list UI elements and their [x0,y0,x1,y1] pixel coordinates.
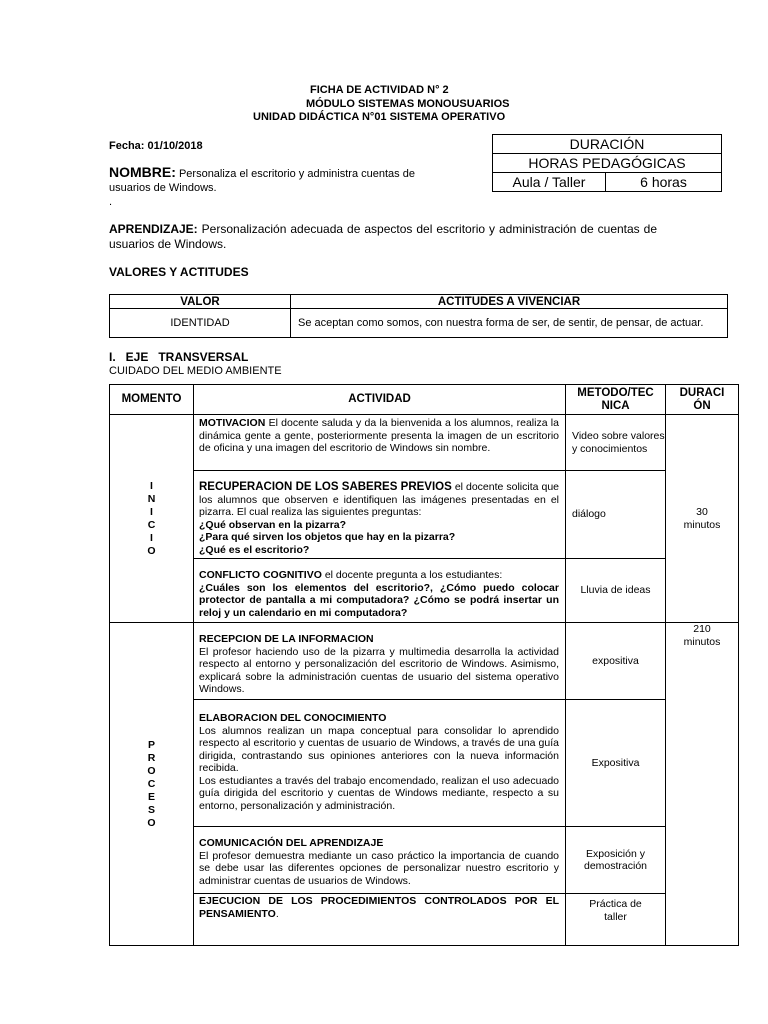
comunicacion-text: El profesor demuestra mediante un caso práctico la importancia de cuando se debe usar las diferentes opciones de personalizar nuestro escritorio y administrar cuentas de usuarios de Windows. [199,849,559,887]
proceso-letter: R [147,751,156,764]
duracion-title: DURACIÓN [493,135,722,154]
saberes-q1: ¿Qué observan en la pizarra? [199,518,347,531]
metodo-recepcion: expositiva [566,623,666,700]
proceso-letter: S [147,803,155,816]
recepcion-title: RECEPCION DE LA INFORMACION [199,633,374,645]
aprendizaje-text: Personalización adecuada de aspectos del escritorio y administración de cuentas de usuarios de Windows. [109,222,657,251]
metodo-elaboracion: Expositiva [566,700,666,827]
duracion-box [492,134,722,192]
actividad-recepcion [194,623,566,700]
nombre-block [109,165,449,209]
proceso-letter: E [147,790,155,803]
metodo-ejecucion: Práctica de taller [566,894,666,946]
doc-title-line2: MÓDULO SISTEMAS MONOUSUARIOS [306,98,510,110]
proceso-letter: P [147,738,155,751]
inicio-letter: I [150,479,153,492]
activity-table [109,384,739,946]
metodo-conflicto: Lluvia de ideas [566,559,666,623]
valor-header: VALOR [110,295,291,309]
aprendizaje-block [109,222,657,252]
nombre-dot: . [109,196,113,208]
metodo-header: METODO/TEC NICA [566,385,666,415]
fecha [109,140,203,153]
nombre-label: NOMBRE: [109,164,176,180]
saberes-title: RECUPERACION DE LOS SABERES PREVIOS [199,481,452,493]
saberes-text: el docente solicita que los alumnos que observen e identifiquen las imágenes presentadas en el pizarra. El cual realiza las siguientes preguntas: [199,481,560,518]
actividad-motivacion [194,415,566,471]
duracion-header: DURACI ÓN [666,385,739,415]
momento-inicio [110,415,194,623]
ejecucion-dot: . [275,907,279,920]
comunicacion-title: COMUNICACIÓN DEL APRENDIZAJE [199,837,384,849]
fecha-value: 01/10/2018 [147,140,203,152]
actitudes-header: ACTITUDES A VIVENCIAR [291,295,728,309]
elaboracion-title: ELABORACION DEL CONOCIMIENTO [199,712,387,724]
duracion-inicio-value: 30 minutos [683,506,721,531]
doc-title-line1: FICHA DE ACTIVIDAD N° 2 [310,84,449,96]
actividad-header: ACTIVIDAD [194,385,566,415]
elaboracion-text-2: Los estudiantes a través del trabajo encomendado, realizan el uso adecuado guía dirigida del escritorio y cuentas de Windows mediante, respecto a su entorno, personalización y administración. [199,774,559,812]
valores-title: VALORES Y ACTITUDES [109,265,249,279]
valor-cell: IDENTIDAD [110,309,291,338]
inicio-letter: I [150,505,153,518]
saberes-q3: ¿Qué es el escritorio? [199,543,310,556]
proceso-letter: O [147,764,156,777]
actividad-elaboracion [194,700,566,827]
horas: 6 horas [606,173,722,192]
fecha-label: Fecha: [109,140,145,152]
motivacion-title: MOTIVACION [199,417,266,429]
inicio-letter: C [147,518,156,531]
inicio-letter: I [150,531,153,544]
momento-header: MOMENTO [110,385,194,415]
eje-title: I. EJE TRANSVERSAL [109,350,249,364]
metodo-motivacion: Video sobre valores y conocimientos [566,415,666,471]
valores-table [109,294,728,338]
duracion-inicio [666,415,739,623]
metodo-comunicacion: Exposición y demostración [566,827,666,894]
actividad-comunicacion [194,827,566,894]
doc-title-line3: UNIDAD DIDÁCTICA N°01 SISTEMA OPERATIVO [253,111,506,123]
nombre-text-2: usuarios de Windows. [109,182,217,194]
conflicto-question: ¿Cuáles son los elementos del escritorio?, ¿Cómo puedo colocar protector de pantalla a mi computadora? ¿Cómo se podrá insertar un reloj y un calendario en mi computadora? [199,581,559,619]
conflicto-text: el docente pregunta a los estudiantes: [324,569,503,581]
horas-pedagogicas-label: HORAS PEDAGÓGICAS [493,154,722,173]
duracion-proceso-value: 210 minutos [683,623,721,648]
elaboracion-text: Los alumnos realizan un mapa conceptual para consolidar lo aprendido respecto al escritorio y cuentas de usuario de Windows, a través de una guía dirigida, contrastando sus opiniones anteriores con la nueva información recibida. [199,724,559,774]
duracion-proceso [666,623,739,946]
actitud-cell: Se aceptan como somos, con nuestra forma de ser, de sentir, de pensar, de actuar. [291,309,728,338]
motivacion-text: El docente saluda y da la bienvenida a los alumnos, realiza la dinámica gente a gente, posteriormente presenta la imagen de un escritorio de oficina y una imagen del escritorio de Windows sin nombre. [199,417,559,454]
proceso-letter: C [147,777,156,790]
nombre-text-1: Personaliza el escritorio y administra cuentas de [178,168,415,180]
proceso-letter: O [147,816,156,829]
ejecucion-title: EJECUCION DE LOS PROCEDIMIENTOS CONTROLADOS POR EL PENSAMIENTO [199,895,559,920]
saberes-q2: ¿Para qué sirven los objetos que hay en la pizarra? [199,531,456,543]
conflicto-title: CONFLICTO COGNITIVO [199,569,322,581]
inicio-letter: N [147,492,156,505]
modalidad: Aula / Taller [493,173,606,192]
actividad-saberes-previos [194,471,566,559]
inicio-letter: O [147,544,156,557]
momento-proceso [110,623,194,946]
metodo-saberes: diálogo [566,471,666,559]
eje-subtitle: CUIDADO DEL MEDIO AMBIENTE [109,365,282,377]
aprendizaje-label: APRENDIZAJE: [109,222,198,236]
actividad-ejecucion [194,894,566,946]
recepcion-text: El profesor haciendo uso de la pizarra y multimedia desarrolla la actividad respecto al entorno y personalización del escritorio de Windows. Asimismo, explicará sobre la administración cuentas de usuario del sistema operativo Windows. [199,645,559,695]
actividad-conflicto [194,559,566,623]
